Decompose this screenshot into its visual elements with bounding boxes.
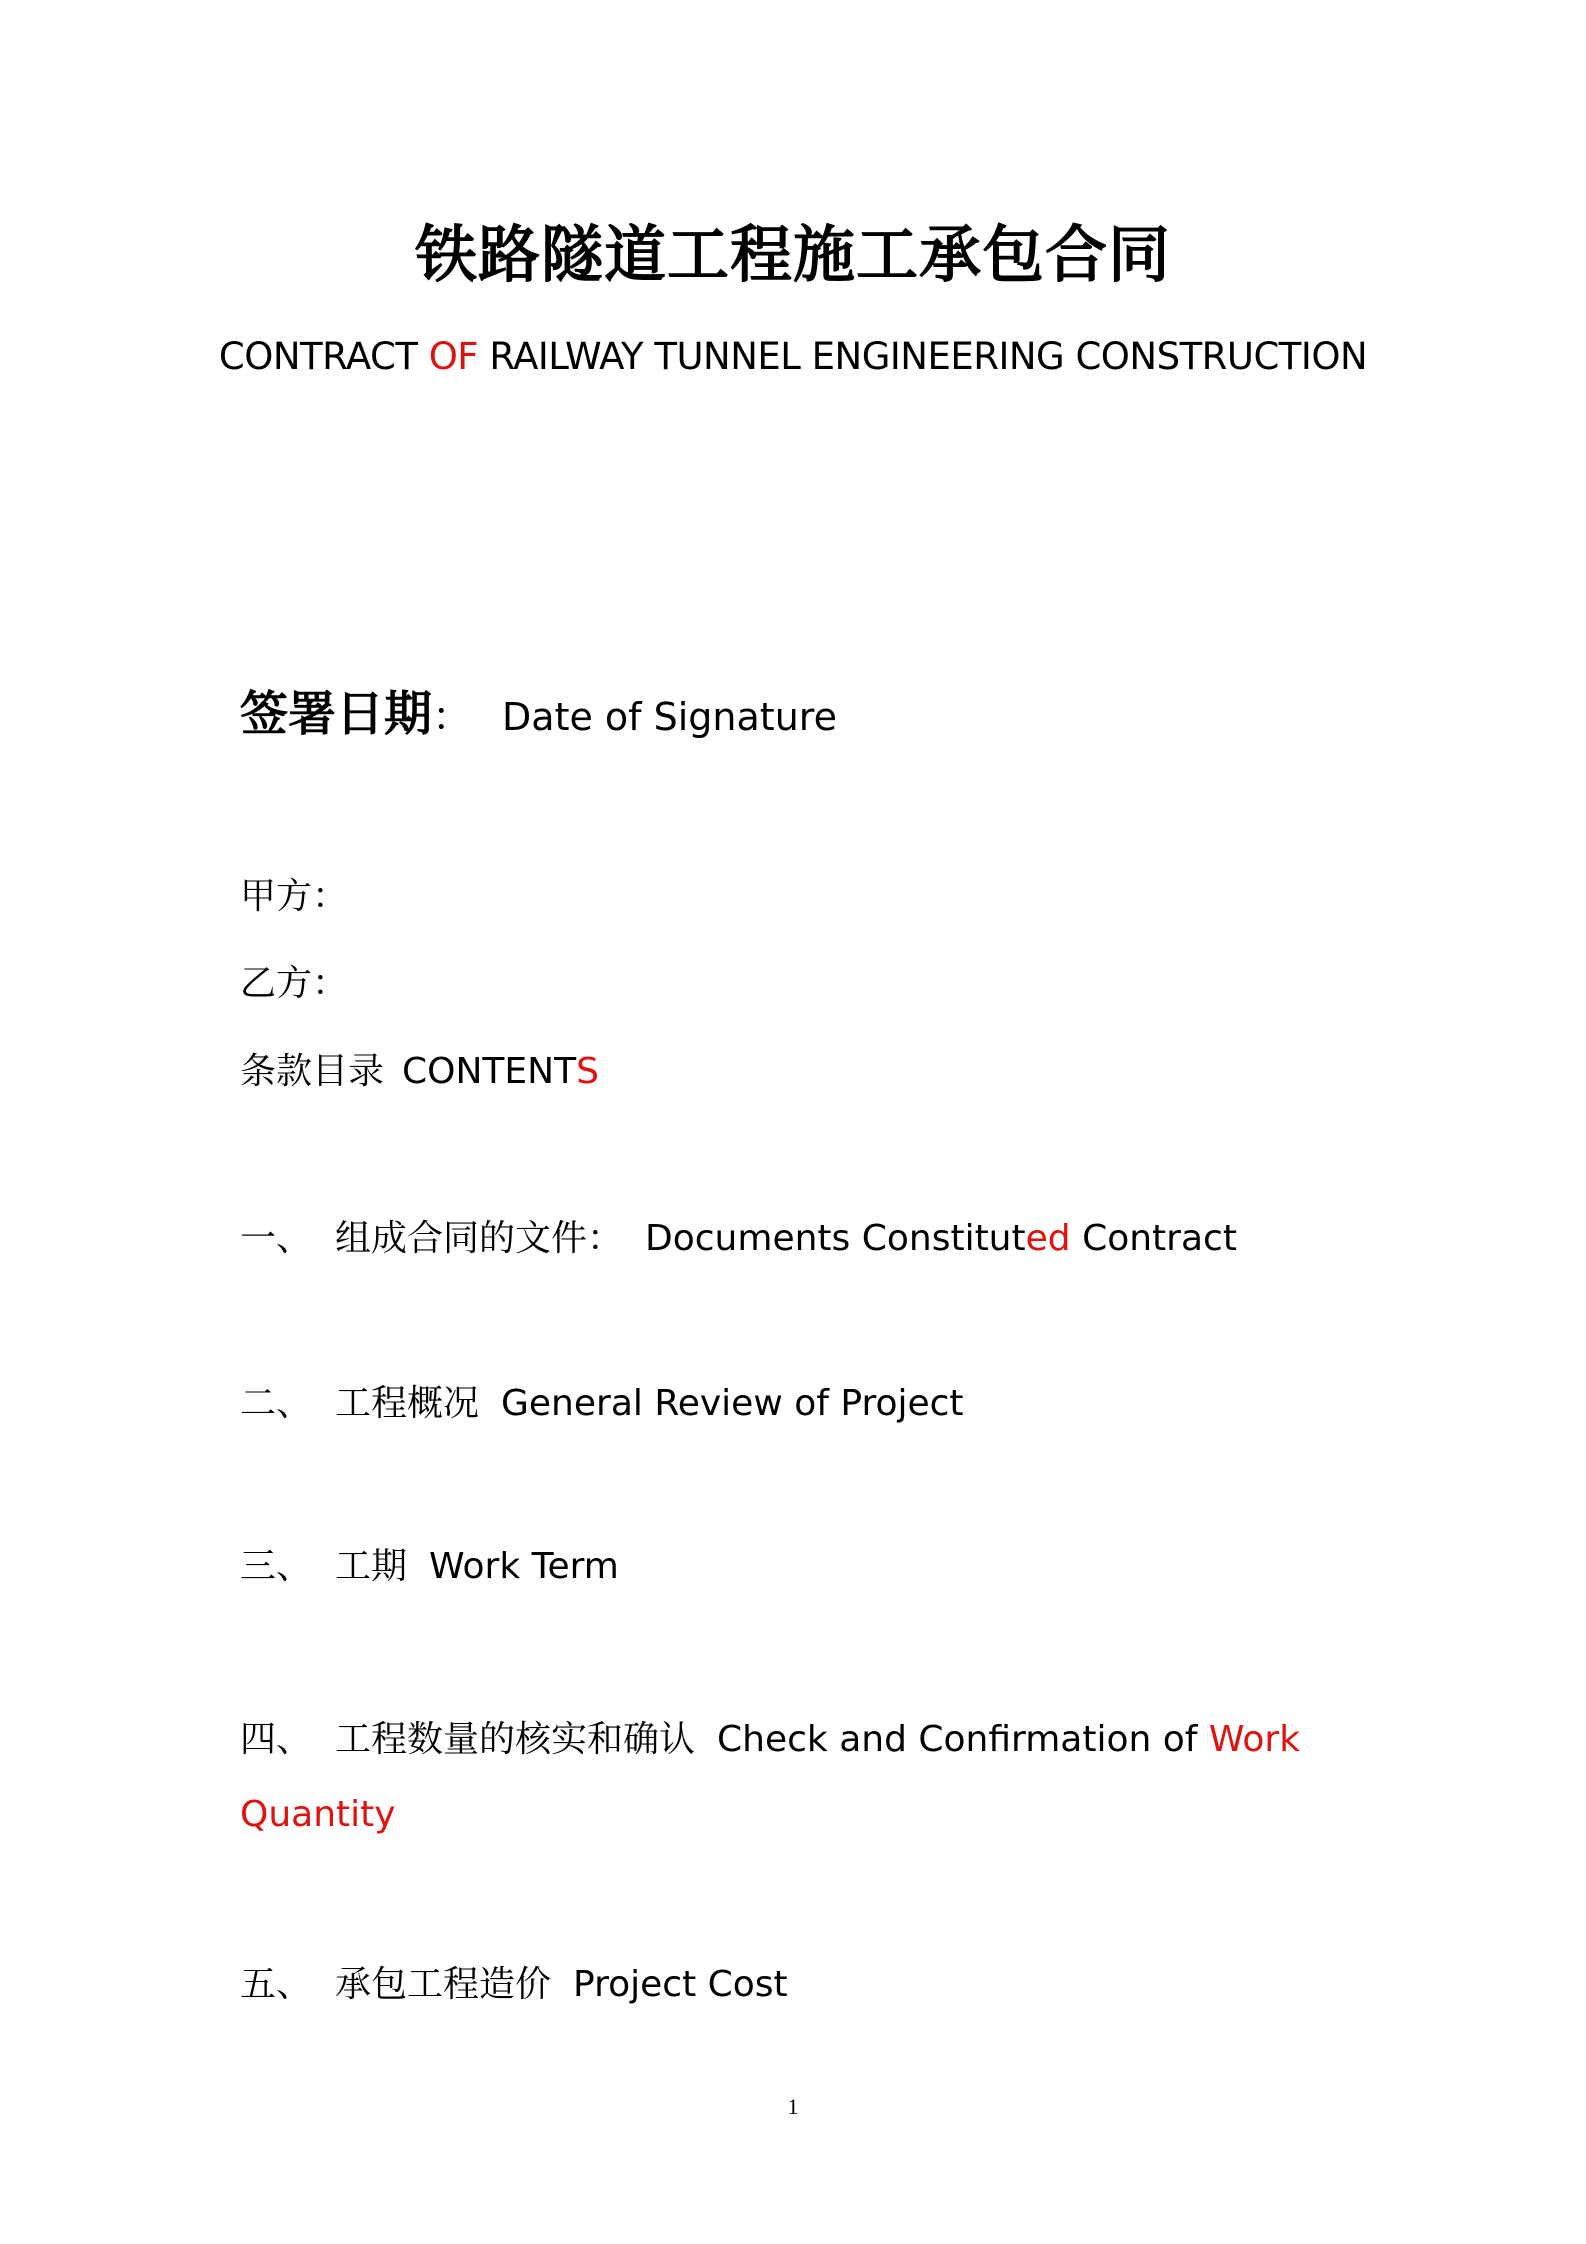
toc-number: 三、	[240, 1546, 313, 1587]
signature-colon: ：	[432, 694, 473, 740]
page-number: 1	[787, 2094, 799, 2119]
contract-title-chinese: 铁路隧道工程施工承包合同	[414, 218, 1171, 291]
title-en-highlight: OF	[428, 335, 479, 378]
contents-heading-en-highlight: S	[576, 1051, 599, 1092]
toc-number: 二、	[240, 1383, 313, 1424]
toc-title-cn: 工期	[335, 1546, 408, 1587]
toc-title-cn: 工程数量的核实和确认	[335, 1719, 696, 1760]
contents-heading-en	[402, 1051, 599, 1092]
toc-item-1	[240, 1210, 1237, 1261]
toc-number: 五、	[240, 1964, 313, 2005]
toc-number: 一、	[240, 1218, 313, 1259]
signature-label-cn: 签署日期	[240, 686, 433, 742]
toc-item-4	[240, 1711, 1300, 1762]
title-en-part: CONTRACT	[218, 335, 429, 378]
party-a-label: 甲方：	[240, 876, 349, 917]
contract-title-english	[0, 335, 1586, 378]
toc-title-en-part: Documents Constitut	[645, 1218, 1026, 1259]
party-b-label: 乙方：	[240, 963, 349, 1004]
contents-heading-en-main: CONTENT	[402, 1051, 577, 1092]
toc-title-cn: 组成合同的文件：	[335, 1218, 624, 1259]
toc-number: 四、	[240, 1719, 313, 1760]
toc-title-en: General Review of Project	[501, 1383, 964, 1424]
signature-date-row	[240, 675, 837, 744]
toc-item-4-continuation: Quantity	[240, 1794, 396, 1835]
toc-title-en	[645, 1218, 1237, 1259]
signature-label-en: Date of Signature	[502, 695, 837, 739]
toc-title-en: Work Term	[429, 1546, 619, 1587]
contents-heading-cn: 条款目录	[240, 1051, 385, 1092]
title-en-part: RAILWAY TUNNEL ENGINEERING CONSTRUCTION	[478, 335, 1368, 378]
toc-title-cn: 承包工程造价	[335, 1964, 552, 2005]
toc-title-en-part: Check and Confirmation of	[717, 1719, 1209, 1760]
toc-title-en: Project Cost	[573, 1964, 788, 2005]
toc-item-5	[240, 1956, 788, 2007]
toc-title-en-highlight: ed	[1025, 1218, 1071, 1259]
toc-item-2	[240, 1375, 964, 1426]
toc-title-cn: 工程概况	[335, 1383, 480, 1424]
toc-item-3	[240, 1538, 619, 1589]
toc-title-en-part: Contract	[1070, 1218, 1237, 1259]
contents-heading	[240, 1043, 599, 1094]
toc-title-en	[717, 1719, 1300, 1760]
toc-title-en-highlight: Work	[1208, 1719, 1301, 1760]
